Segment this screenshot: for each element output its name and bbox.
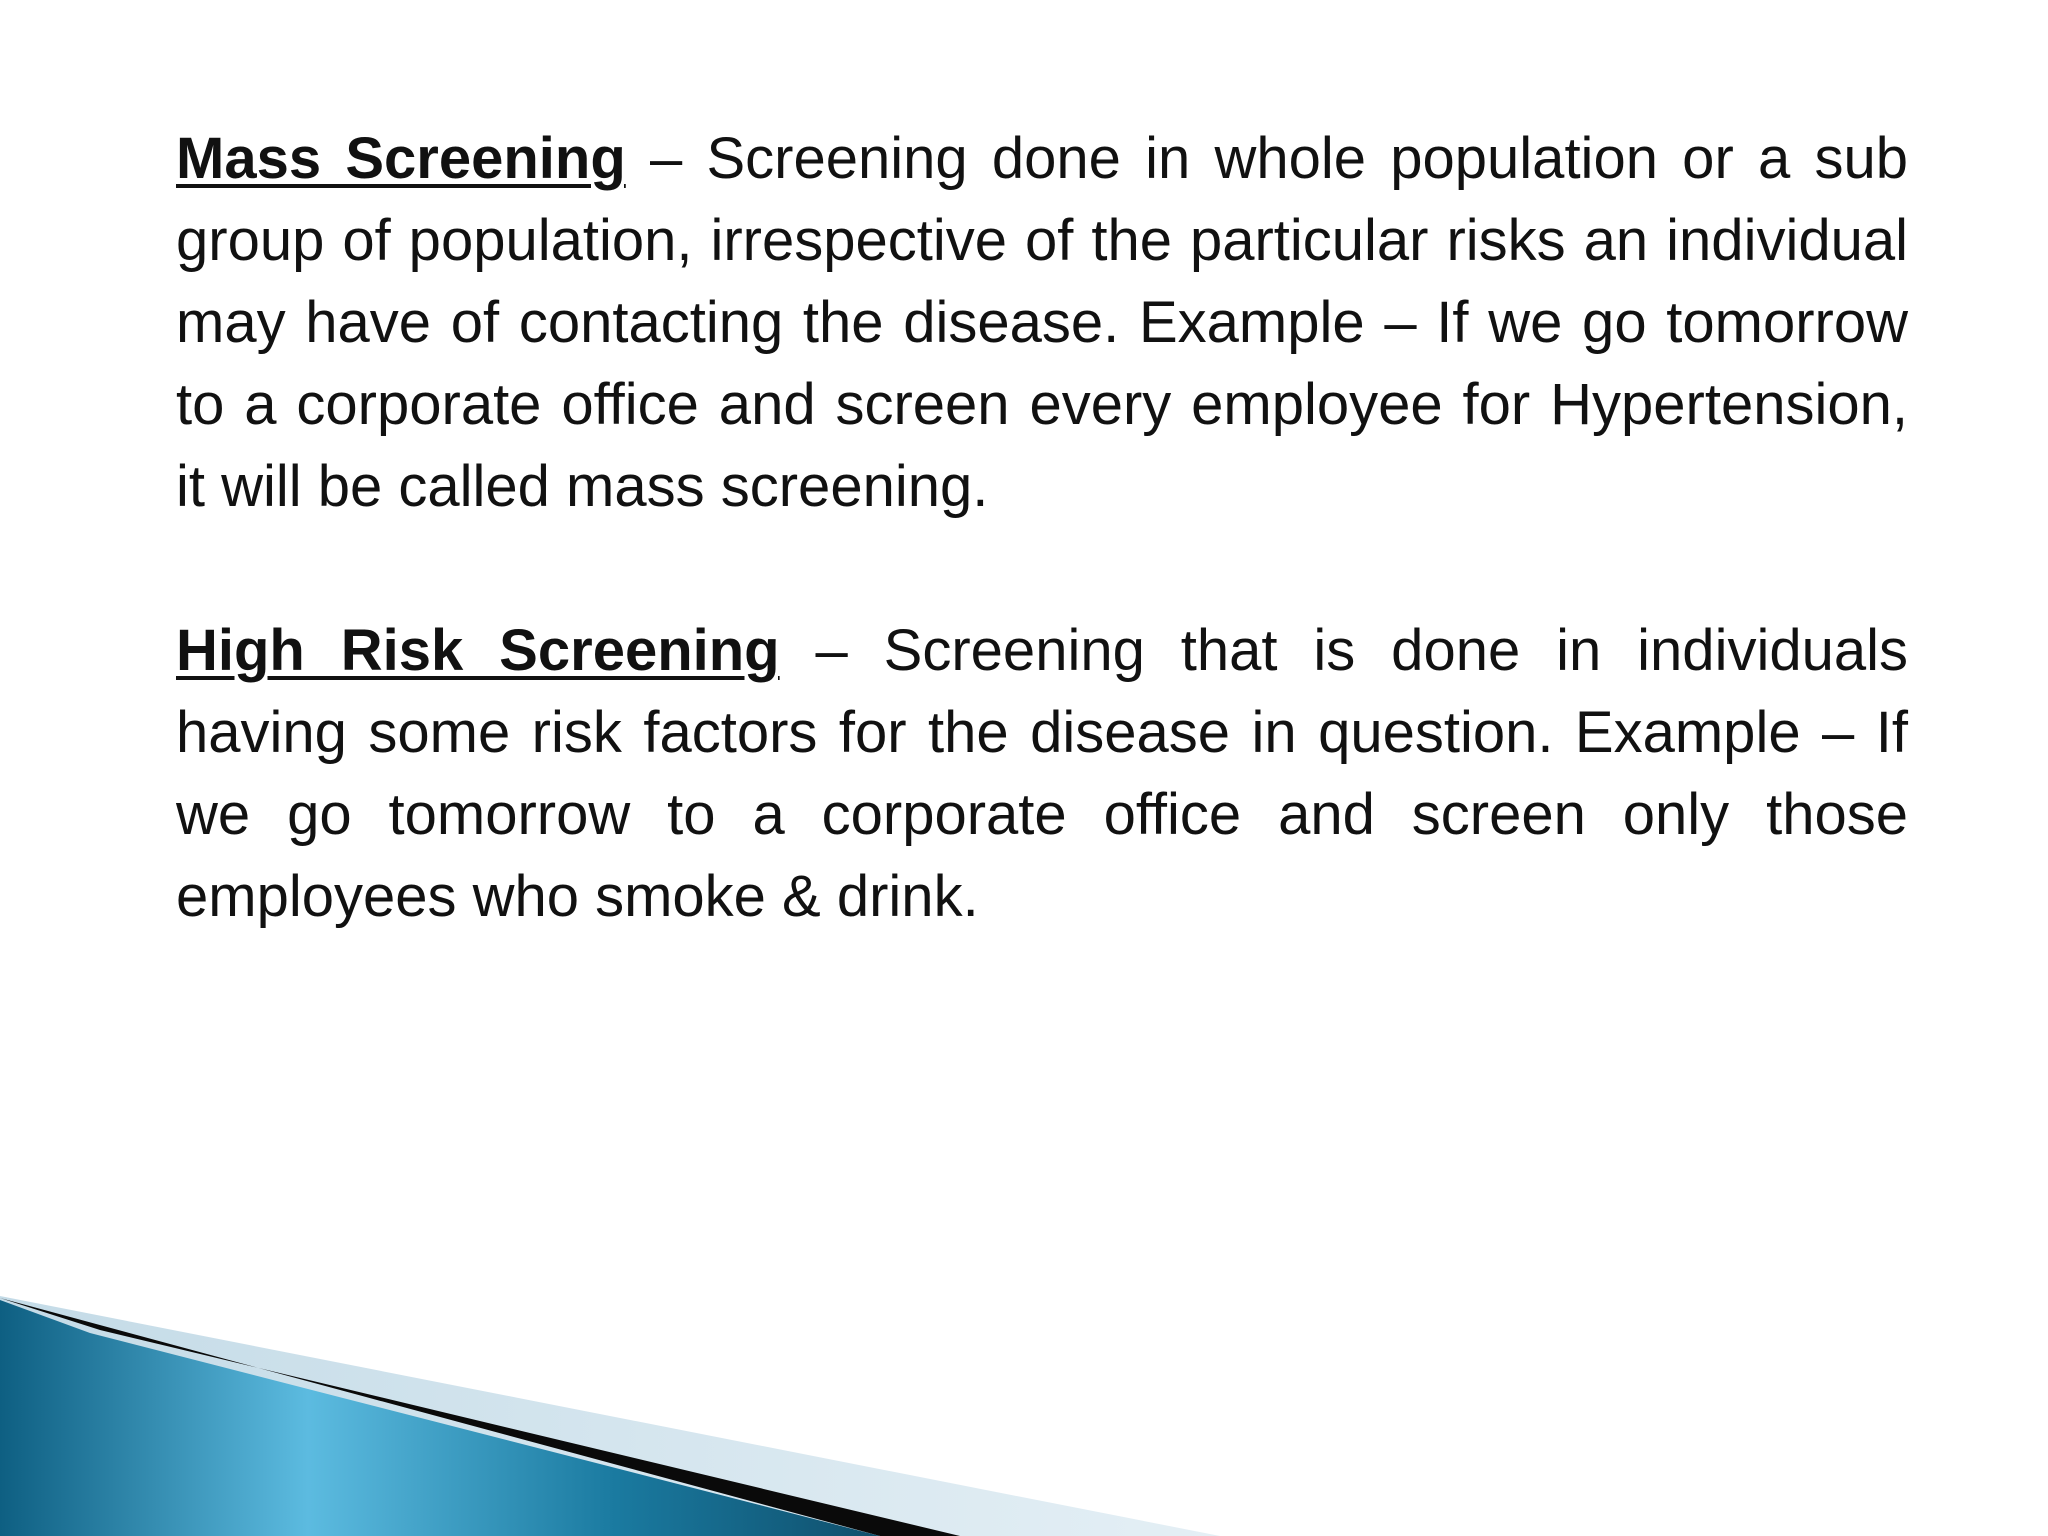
high-risk-screening-definition: – Screening that is done in individuals having some risk factors for the disease in question. Example – If we go tomorrow to a corporate office and screen only those employees who smoke & drink. <box>176 618 1908 929</box>
high-risk-screening-term: High Risk Screening <box>176 618 780 683</box>
high-risk-screening-paragraph <box>176 610 1908 938</box>
blue-swoosh-shape <box>0 1300 880 1536</box>
pale-band-shape <box>0 1296 1220 1536</box>
mass-screening-paragraph <box>176 118 1908 528</box>
black-stripe-shape <box>0 1298 960 1536</box>
slide-body <box>176 118 1908 938</box>
mass-screening-definition: – Screening done in whole population or a sub group of population, irrespective of the particular risks an individual may have of contacting the disease. Example – If we go tomorrow to a corporate office and screen every employee for Hypertension, it will be called mass screening. <box>176 126 1908 519</box>
mass-screening-term: Mass Screening <box>176 126 626 191</box>
